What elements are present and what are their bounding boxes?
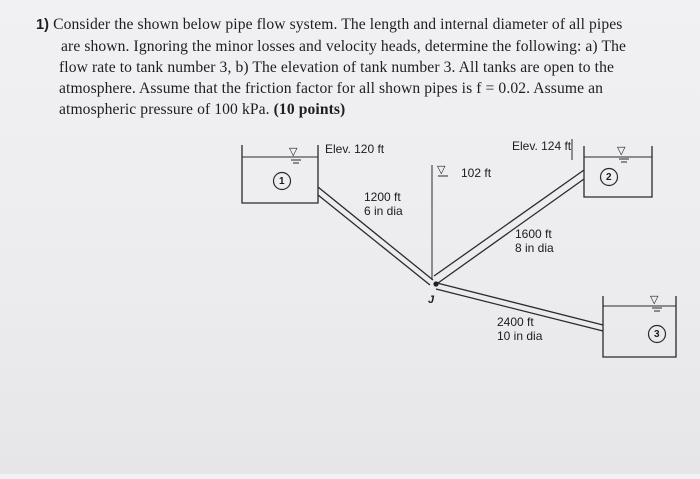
water-level-symbol-1: ▽ (289, 146, 298, 158)
tank-1-number: 1 (279, 176, 285, 187)
tank-1 (242, 145, 318, 203)
problem-line-5: atmospheric pressure of 100 kPa. (10 points) (59, 101, 346, 118)
pipe-2 (434, 170, 584, 283)
pipe-2-length: 1600 ft (515, 227, 552, 241)
water-level-symbol-3: ▽ (650, 294, 659, 306)
tank-1-elevation: Elev. 120 ft (325, 142, 385, 156)
problem-number: 1) (36, 17, 50, 33)
pipe-3-length: 2400 ft (497, 315, 534, 329)
problem-line-2: are shown. Ignoring the minor losses and velocity heads, determine the following: a) The (61, 38, 626, 55)
water-level-symbol-2: ▽ (617, 145, 626, 157)
problem-line-3: flow rate to tank number 3, b) The elevation of tank number 3. All tanks are open to the (59, 59, 615, 76)
pipe-3-diameter: 10 in dia (497, 329, 543, 343)
tank-3-number: 3 (654, 329, 660, 340)
tank-3 (603, 296, 676, 357)
pipe-1-length: 1200 ft (364, 190, 401, 204)
junction-label: J (428, 294, 435, 306)
junction-point (433, 281, 438, 286)
problem-line-1: 1) Consider the shown below pipe flow system. The length and internal diameter of all pipes (36, 16, 623, 33)
pipe-2-diameter: 8 in dia (515, 241, 554, 255)
pipe-1-diameter: 6 in dia (364, 204, 403, 218)
tank-2-number: 2 (606, 172, 612, 183)
junction-elevation: 102 ft (461, 166, 492, 180)
problem-line-4: atmosphere. Assume that the friction factor for all shown pipes is f = 0.02. Assume an (59, 80, 604, 97)
water-level-symbol-junction: ▽ (437, 164, 446, 176)
tank-2-elevation: Elev. 124 ft (512, 139, 572, 153)
points-label: (10 points) (273, 101, 346, 118)
